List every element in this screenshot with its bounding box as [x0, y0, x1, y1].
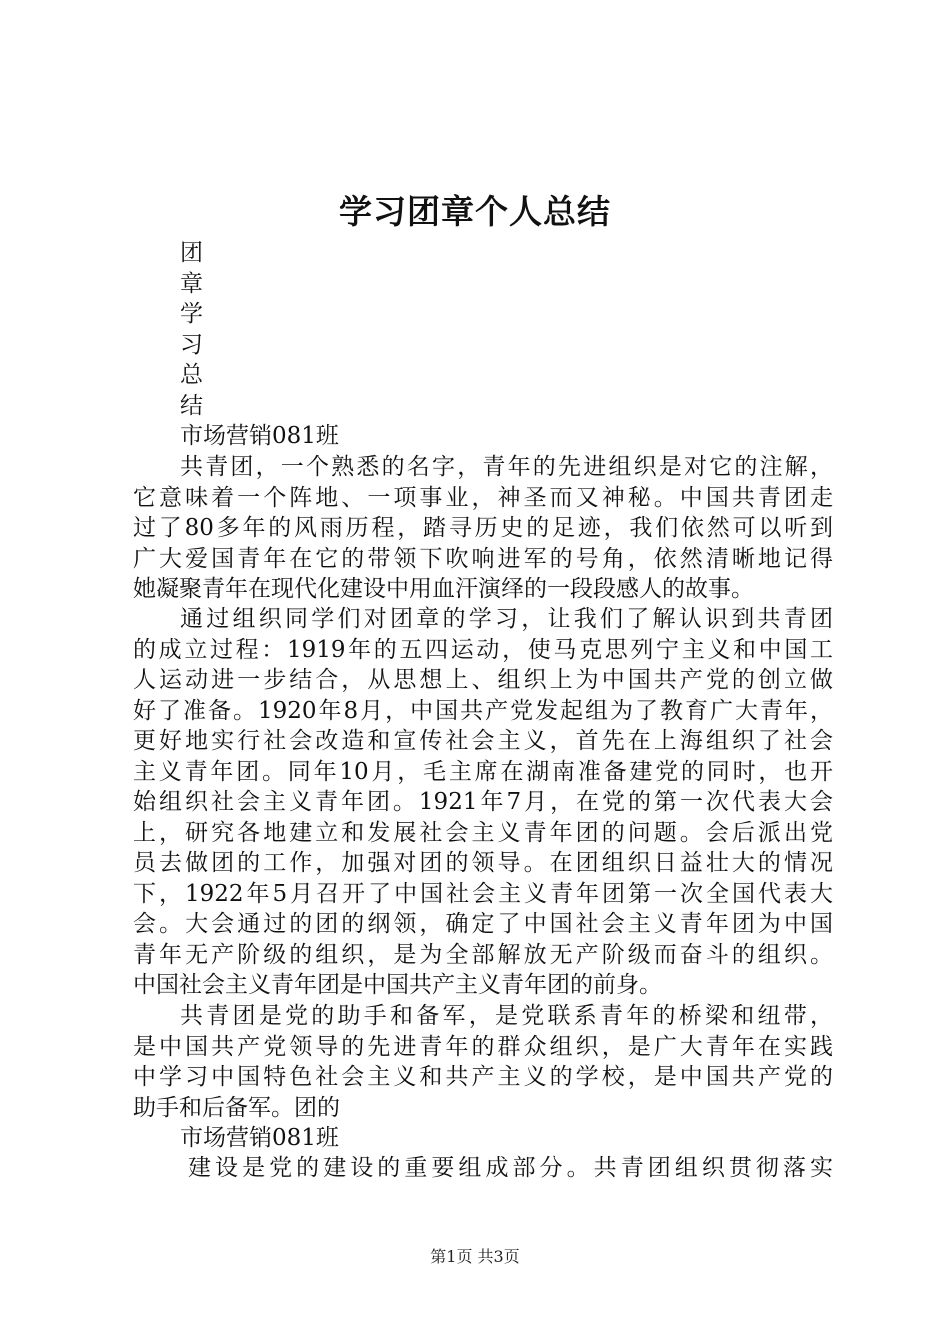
paragraph-line: 她凝聚青年在现代化建设中用血汗演绎的一段段感人的故事。	[133, 576, 754, 602]
paragraph-line: 共青团是党的助手和备军，是党联系青年的桥梁和纽带，	[180, 1003, 833, 1029]
paragraph-4	[133, 1153, 833, 1184]
paragraph-line: 它意味着一个阵地、一项事业，神圣而又神秘。中国共青团走	[133, 484, 833, 511]
paragraph-line: 下，1922年5月召开了中国社会主义青年团第一次全国代表大	[133, 880, 833, 907]
vertical-heading	[180, 238, 210, 421]
paragraph-line: 通过组织同学们对团章的学习，让我们了解认识到共青团	[180, 606, 833, 632]
paragraph-line: 人运动进一步结合，从思想上、组织上为中国共产党的创立做	[133, 667, 833, 693]
paragraph-line: 建设是党的建设的重要组成部分。共青团组织贯彻落实	[188, 1155, 833, 1181]
paragraph-line: 是中国共产党领导的先进青年的群众组织，是广大青年在实践	[133, 1033, 833, 1060]
paragraph-line: 员去做团的工作，加强对团的领导。在团组织日益壮大的情况	[133, 850, 833, 876]
paragraph-line: 中国社会主义青年团是中国共产主义青年团的前身。	[133, 972, 662, 998]
paragraph-line: 始组织社会主义青年团。1921年7月，在党的第一次代表大会	[133, 789, 833, 815]
vertical-heading-char: 学	[180, 301, 203, 327]
paragraph-line: 好了准备。1920年8月，中国共产党发起组为了教育广大青年，	[133, 697, 833, 724]
paragraph-line: 会。大会通过的团的纲领，确定了中国社会主义青年团为中国	[133, 911, 833, 937]
paragraph-3	[133, 1001, 833, 1123]
class-label-2: 市场营销081班	[180, 1125, 339, 1151]
paragraph-line: 共青团，一个熟悉的名字，青年的先进组织是对它的注解，	[180, 454, 833, 480]
vertical-heading-char: 习	[180, 331, 203, 358]
class-label-1: 市场营销081班	[180, 423, 339, 449]
paragraph-line: 的成立过程：1919年的五四运动，使马克思列宁主义和中国工	[133, 636, 833, 663]
page-footer: 第1页 共3页	[430, 1247, 520, 1266]
paragraph-line: 中学习中国特色社会主义和共产主义的学校，是中国共产党的	[133, 1064, 833, 1090]
vertical-heading-char: 章	[180, 270, 203, 297]
vertical-heading-char: 团	[180, 240, 203, 266]
document-title: 学习团章个人总结	[339, 192, 611, 231]
paragraph-line: 助手和后备军。团的	[133, 1094, 340, 1121]
paragraph-line: 广大爱国青年在它的带领下吹响进军的号角，依然清晰地记得	[133, 545, 833, 572]
paragraph-1	[133, 452, 833, 605]
paragraph-line: 更好地实行社会改造和宣传社会主义，首先在上海组织了社会	[133, 728, 833, 754]
paragraph-line: 上，研究各地建立和发展社会主义青年团的问题。会后派出党	[133, 819, 833, 846]
paragraph-line: 青年无产阶级的组织，是为全部解放无产阶级而奋斗的组织。	[133, 941, 833, 968]
paragraph-line: 主义青年团。同年10月，毛主席在湖南准备建党的同时，也开	[133, 758, 833, 785]
paragraph-2	[133, 604, 833, 1001]
paragraph-line: 过了80多年的风雨历程，踏寻历史的足迹，我们依然可以听到	[133, 515, 833, 541]
vertical-heading-char: 总	[180, 362, 203, 388]
vertical-heading-char: 结	[180, 392, 203, 419]
